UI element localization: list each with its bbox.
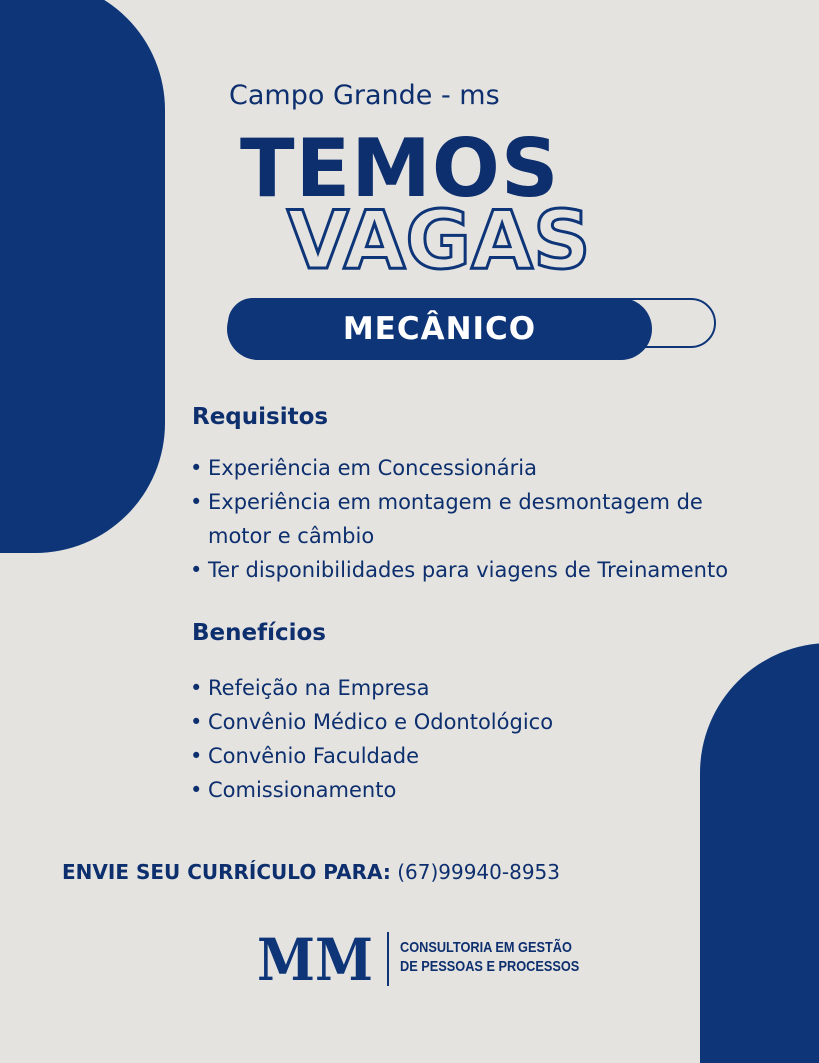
contact-label: ENVIE SEU CURRÍCULO PARA:	[62, 860, 391, 884]
logo-line-1: CONSULTORIA EM GESTÃO	[400, 939, 572, 956]
headline-vagas-text: VAGAS	[287, 196, 591, 278]
benefits-list	[190, 671, 798, 807]
position-banner	[227, 298, 652, 360]
contact-phone: (67)99940-8953	[397, 860, 560, 884]
company-logo-mark	[257, 930, 377, 986]
list-item: • Experiência em montagem e desmontagem de motor e câmbio	[190, 485, 768, 553]
list-item: • Comissionamento	[190, 773, 798, 807]
list-item: • Convênio Médico e Odontológico	[190, 705, 798, 739]
list-item: • Convênio Faculdade	[190, 739, 798, 773]
headline-temos: TEMOS	[240, 122, 560, 215]
logo-divider	[387, 932, 389, 986]
list-item: • Experiência em Concessionária	[190, 451, 798, 485]
contact-line	[62, 860, 560, 884]
logo-line-2: DE PESSOAS E PROCESSOS	[400, 958, 580, 975]
position-title: MECÂNICO	[342, 311, 537, 347]
logo-mark-text: MM	[257, 930, 373, 986]
list-item: • Ter disponibilidades para viagens de Treinamento	[190, 553, 798, 587]
list-item: • Refeição na Empresa	[190, 671, 798, 705]
requirements-list	[190, 451, 798, 587]
benefits-title: Benefícios	[192, 620, 327, 646]
decorative-shape-left	[0, 0, 165, 553]
location-text: Campo Grande - ms	[229, 80, 500, 111]
company-logo-text	[400, 938, 579, 976]
headline-vagas	[285, 196, 615, 278]
requirements-title: Requisitos	[192, 404, 329, 430]
